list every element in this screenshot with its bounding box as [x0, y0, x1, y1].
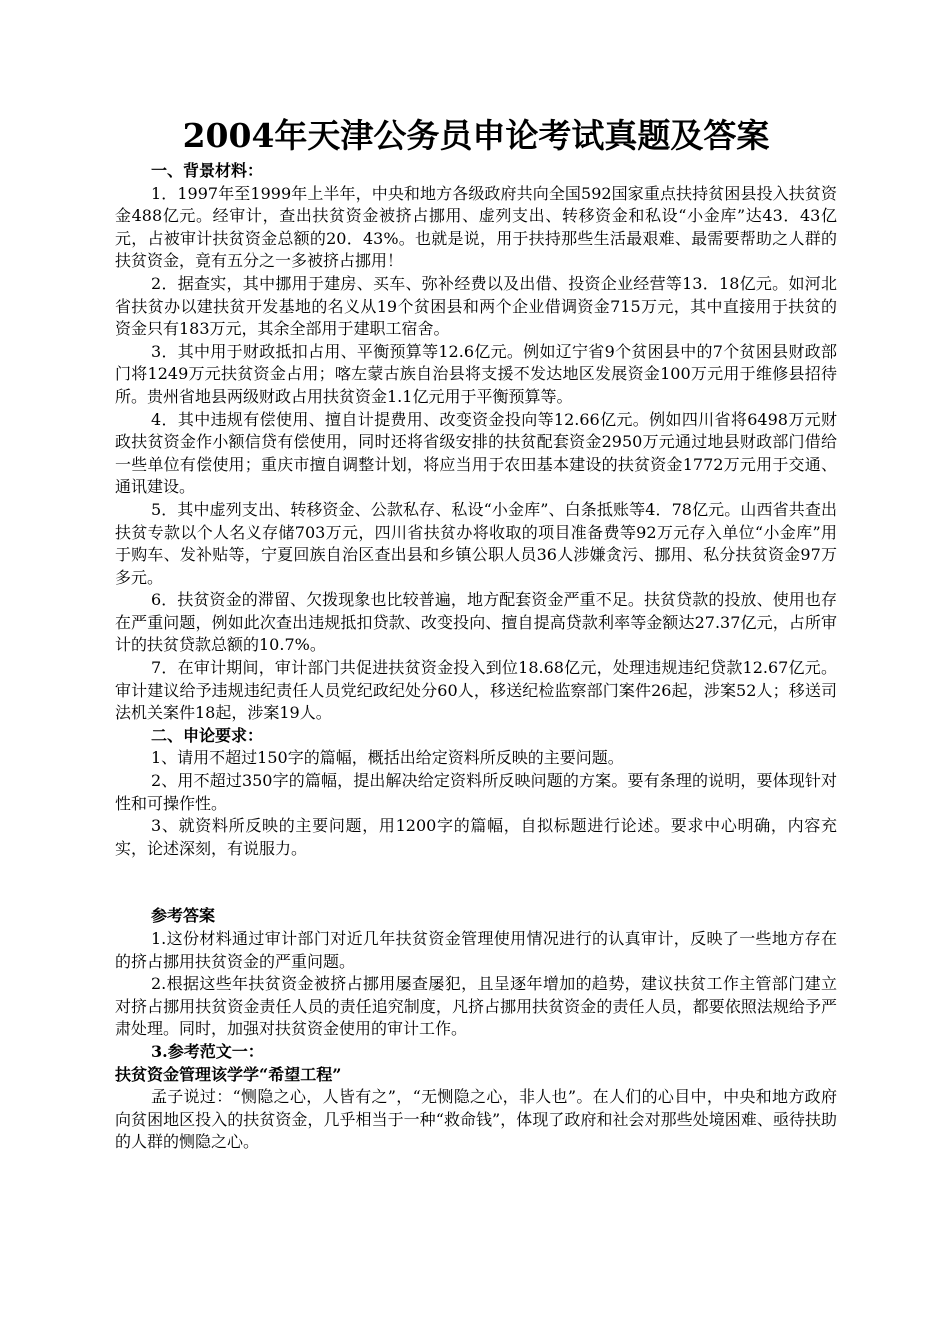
sample-essay-heading: 3.参考范文一： [151, 1041, 264, 1061]
document-title: 2004年天津公务员申论考试真题及答案 [182, 116, 770, 155]
section-heading-requirements: 二、申论要求： [151, 725, 264, 745]
section-heading-background: 一、背景材料： [151, 161, 264, 180]
essay-paragraph: 孟子说过：“恻隐之心，人皆有之”，“无恻隐之心，非人也”。在人们的心目中，中央和地方政府向贫困地区投入的扶贫资金，几乎相当于一种“救命钱”，体现了政府和社会对那些处境困难、亟待扶助的人群的恻隐之心。 [115, 1087, 837, 1152]
answer-heading: 参考答案 [151, 906, 216, 926]
background-paragraph: 1．1997年至1999年上半年，中央和地方各级政府共向全国592国家重点扶持贫困县投入扶贫资金488亿元。经审计，查出扶贫资金被挤占挪用、虚列支出、转移资金和私设“小金库”达43．43亿元，占被审计扶贫资金总额的20．43%。也就是说，用于扶持那些生活最艰难、最需要帮助之人群的扶贫资金，竟有五分之一多被挤占挪用！ [115, 183, 837, 271]
document-page [115, 112, 837, 1154]
background-paragraph: 4．其中违规有偿使用、擅自计提费用、改变资金投向等12.66亿元。例如四川省将6498万元财政扶贫资金作小额信贷有偿使用，同时还将省级安排的扶贫配套资金2950万元通过地县财政部门借给一些单位有偿使用；重庆市擅自调整计划，将应当用于农田基本建设的扶贫资金1772万元用于交通、通讯建设。 [115, 409, 837, 497]
background-paragraph: 2．据查实，其中挪用于建房、买车、弥补经费以及出借、投资企业经营等13．18亿元。如河北省扶贫办以建扶贫开发基地的名义从19个贫困县和两个企业借调资金715万元，其中直接用于扶贫的资金只有183万元，其余全部用于建职工宿舍。 [115, 273, 837, 339]
answer-paragraph: 1.这份材料通过审计部门对近几年扶贫资金管理使用情况进行的认真审计，反映了一些地方存在的挤占挪用扶贫资金的严重问题。 [115, 929, 837, 971]
background-paragraph: 5．其中虚列支出、转移资金、公款私存、私设“小金库”、白条抵账等4．78亿元。山西省共查出扶贫专款以个人名义存储703万元，四川省扶贫办将收取的项目准备费等92万元存入单位“小金库”用于购车、发补贴等，宁夏回族自治区查出县和乡镇公职人员36人涉嫌贪污、挪用、私分扶贫资金97万多元。 [115, 499, 837, 587]
answer-paragraph: 2.根据这些年扶贫资金被挤占挪用屡查屡犯，且呈逐年增加的趋势，建议扶贫工作主管部门建立对挤占挪用扶贫资金责任人员的责任追究制度，凡挤占挪用扶贫资金的责任人员，都要依照法规给予严肃处理。同时，加强对扶贫资金使用的审计工作。 [115, 974, 837, 1039]
background-paragraph: 6．扶贫资金的滞留、欠拨现象也比较普遍，地方配套资金严重不足。扶贫贷款的投放、使用也存在严重问题，例如此次查出违规抵扣贷款、改变投向、擅自提高贷款利率等金额达27.37亿元，占所审计的扶贫贷款总额的10.7%。 [115, 590, 837, 655]
essay-title: 扶贫资金管理该学学“希望工程” [115, 1064, 342, 1084]
requirement-item: 3、就资料所反映的主要问题，用1200字的篇幅，自拟标题进行论述。要求中心明确，内容充实，论述深刻，有说服力。 [115, 816, 837, 858]
background-paragraph: 7．在审计期间，审计部门共促进扶贫资金投入到位18.68亿元，处理违规违纪贷款12.67亿元。审计建议给予违规违纪责任人员党纪政纪处分60人，移送纪检监察部门案件26起，涉案52人；移送司法机关案件18起，涉案19人。 [115, 658, 837, 723]
section-spacer [115, 860, 837, 905]
requirement-item: 2、用不超过350字的篇幅，提出解决给定资料所反映问题的方案。要有条理的说明，要体现针对性和可操作性。 [115, 771, 837, 813]
background-paragraph: 3．其中用于财政抵扣占用、平衡预算等12.6亿元。例如辽宁省9个贫困县中的7个贫困县财政部门将1249万元扶贫资金占用；喀左蒙古族自治县将支援不发达地区发展资金100万元用于维修县招待所。贵州省地县两级财政占用扶贫资金1.1亿元用于平衡预算等。 [115, 341, 837, 406]
requirement-item: 1、请用不超过150字的篇幅，概括出给定资料所反映的主要问题。 [151, 748, 624, 768]
